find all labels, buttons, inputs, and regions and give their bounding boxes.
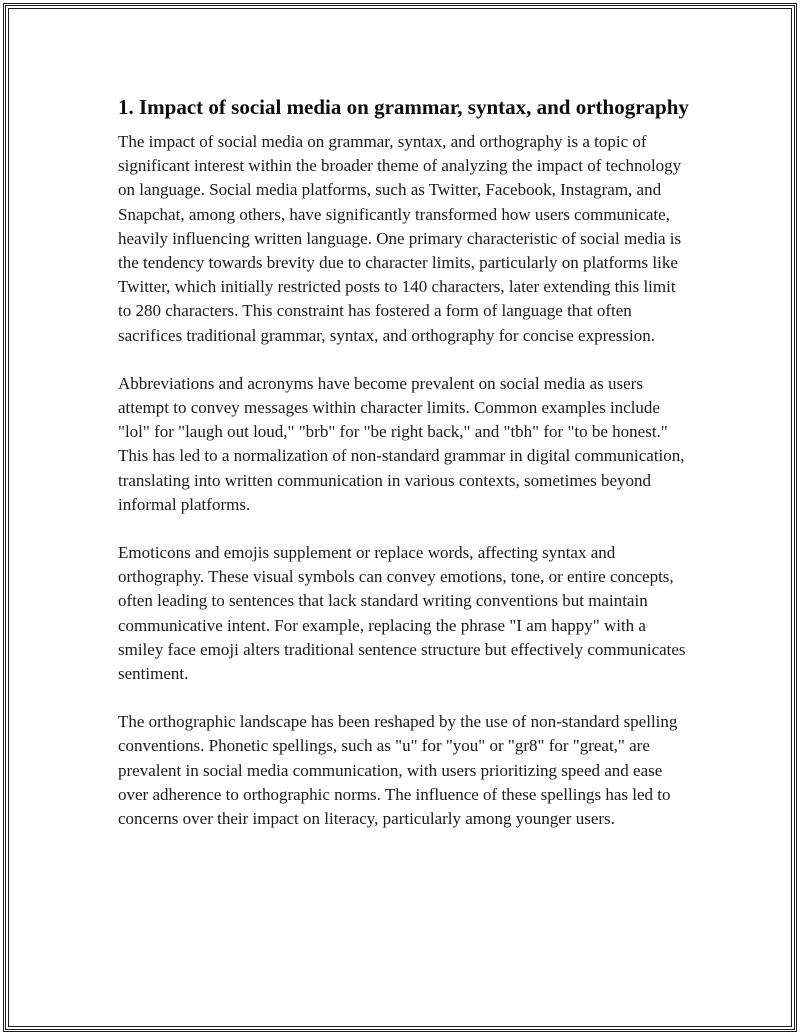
paragraph-2: Abbreviations and acronyms have become prevalent on social media as users attempt to convey messages within character limits. Common examples include "lol" for "laugh out loud," "brb" for "be right back," and "tbh" for "to be honest." This has led to a normalization of non-standard grammar in digital communication, translating into written communication in various contexts, sometimes beyond informal platforms. bbox=[118, 373, 685, 514]
paragraph-1: The impact of social media on grammar, syntax, and orthography is a topic of significant interest within the broader theme of analyzing the impact of technology on language. Social media platforms, such as Twitter, Facebook, Instagram, and Snapchat, among others, have significantly transformed how users communicate, heavily influencing written language. One primary characteristic of social media is the tendency towards brevity due to character limits, particularly on platforms like Twitter, which initially restricted posts to 140 characters, later extending this limit to 280 characters. This constraint has fostered a form of language that often sacrifices traditional grammar, syntax, and orthography for concise expression. bbox=[118, 132, 682, 345]
section-heading: 1. Impact of social media on grammar, syntax, and orthography bbox=[118, 95, 689, 119]
paragraph-4: The orthographic landscape has been reshaped by the use of non-standard spelling conventions. Phonetic spellings, such as "u" for "you" or "gr8" for "great," are prevalent in social media communication, with users prioritizing speed and ease over adherence to orthographic norms. The influence of these spellings has led to concerns over their impact on literacy, particularly among younger users. bbox=[118, 712, 678, 829]
document-body bbox=[118, 92, 690, 855]
paragraph-3: Emoticons and emojis supplement or replace words, affecting syntax and orthography. These visual symbols can convey emotions, tone, or entire concepts, often leading to sentences that lack standard writing conventions but maintain communicative intent. For example, replacing the phrase "I am happy" with a smiley face emoji alters traditional sentence structure but effectively communicates sentiment. bbox=[118, 543, 686, 684]
